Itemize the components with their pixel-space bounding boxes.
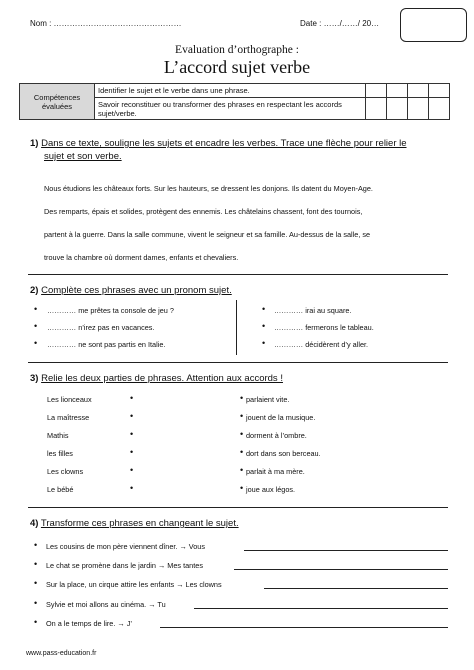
divider xyxy=(28,274,448,275)
transform-sentence: Le chat se promène dans le jardin → Mes tantes xyxy=(46,561,203,570)
sentence-right: ………… décidèrent d’y aller. xyxy=(274,340,369,349)
match-subject: La maîtresse xyxy=(47,413,90,422)
footer-website[interactable]: www.pass-education.fr xyxy=(26,650,97,657)
eval-box xyxy=(408,98,429,120)
page-title: Evaluation d’orthographe : xyxy=(175,44,299,56)
date-field-label: Date : ……/……/ 20… xyxy=(300,19,380,28)
bullet: • xyxy=(34,559,38,569)
match-dot: • xyxy=(240,411,244,421)
match-dot: • xyxy=(240,465,244,475)
bullet: • xyxy=(34,321,38,331)
section1-number: 1) xyxy=(30,138,39,149)
column-divider xyxy=(236,300,237,355)
match-predicate: dort dans son berceau. xyxy=(246,449,321,458)
match-dot: • xyxy=(130,447,134,457)
eval-box xyxy=(429,98,450,120)
section4-instruction: Transforme ces phrases en changeant le sujet. xyxy=(40,518,239,529)
eval-box xyxy=(429,84,450,98)
bullet: • xyxy=(262,321,266,331)
answer-line[interactable] xyxy=(234,569,448,570)
sentence-right: ………… fermerons le tableau. xyxy=(274,323,374,332)
section1-instruction-cont: sujet et son verbe. xyxy=(44,151,122,162)
match-predicate: joue aux légos. xyxy=(246,485,296,494)
match-dot: • xyxy=(240,393,244,403)
divider xyxy=(28,362,448,363)
section2-heading xyxy=(30,285,232,296)
match-predicate: parlaient vite. xyxy=(246,395,290,404)
eval-box xyxy=(387,84,408,98)
transform-sentence: Sylvie et moi allons au cinéma. → Tu xyxy=(46,600,166,609)
eval-box xyxy=(366,98,387,120)
transform-sentence: Les cousins de mon père viennent dîner. → Vous xyxy=(46,542,206,551)
match-predicate: dorment à l’ombre. xyxy=(246,431,307,440)
eval-box xyxy=(408,84,429,98)
eval-box xyxy=(366,84,387,98)
match-dot: • xyxy=(130,483,134,493)
score-box xyxy=(400,8,467,42)
section2-instruction: Complète ces phrases avec un pronom sujet. xyxy=(41,285,232,296)
match-subject: Les lionceaux xyxy=(47,395,92,404)
match-dot: • xyxy=(130,429,134,439)
page-subtitle: L’accord sujet verbe xyxy=(163,57,311,77)
competence-item: Identifier le sujet et le verbe dans une phrase. xyxy=(95,84,366,98)
section3-number: 3) xyxy=(30,373,39,384)
answer-line[interactable] xyxy=(160,627,448,628)
section3-heading xyxy=(30,373,283,384)
nom-field-label: Nom : ………………………………………… xyxy=(30,19,182,28)
match-subject: Le bébé xyxy=(47,485,74,494)
match-subject: Mathis xyxy=(47,431,69,440)
bullet: • xyxy=(262,338,266,348)
bullet: • xyxy=(34,304,38,314)
competences-table xyxy=(19,83,450,120)
match-dot: • xyxy=(240,429,244,439)
sentence-right: ………… irai au square. xyxy=(274,306,352,315)
bullet: • xyxy=(34,598,38,608)
text-line: Des remparts, épais et solides, protègent des ennemis. Les châtelains chassent, font des tournois, xyxy=(44,207,363,216)
competences-label: Compétences évaluées xyxy=(20,84,95,120)
section2-number: 2) xyxy=(30,285,39,296)
answer-line[interactable] xyxy=(244,550,448,551)
transform-sentence: On a le temps de lire. → J’ xyxy=(46,619,132,628)
sentence-left: ………… me prêtes ta console de jeu ? xyxy=(47,306,174,315)
text-line: Nous étudions les châteaux forts. Sur les hauteurs, se dressent les donjons. Ils datent du Moyen-Age. xyxy=(44,184,373,193)
competence-item: Savoir reconstituer ou transformer des phrases en respectant les accords sujet/verbe. xyxy=(95,98,366,120)
text-line: partent à la guerre. Dans la salle commune, vivent le seigneur et sa famille. Au-dessus de la salle, se xyxy=(44,230,371,239)
match-predicate: jouent de la musique. xyxy=(246,413,316,422)
match-dot: • xyxy=(240,447,244,457)
eval-box xyxy=(387,98,408,120)
match-dot: • xyxy=(130,465,134,475)
divider xyxy=(28,507,448,508)
match-predicate: parlait à ma mère. xyxy=(246,467,305,476)
sentence-left: ………… n’irez pas en vacances. xyxy=(47,323,155,332)
answer-line[interactable] xyxy=(194,608,448,609)
bullet: • xyxy=(34,578,38,588)
bullet: • xyxy=(34,540,38,550)
section4-number: 4) xyxy=(30,518,39,529)
transform-sentence: Sur la place, un cirque attire les enfants → Les clowns xyxy=(46,580,222,589)
section1-heading xyxy=(30,138,407,149)
answer-line[interactable] xyxy=(264,588,448,589)
match-dot: • xyxy=(130,411,134,421)
section4-heading xyxy=(30,518,239,529)
section1-instruction: Dans ce texte, souligne les sujets et encadre les verbes. Trace une flèche pour relier le xyxy=(41,138,407,149)
match-subject: Les clowns xyxy=(47,467,84,476)
sentence-left: ………… ne sont pas partis en Italie. xyxy=(47,340,166,349)
bullet: • xyxy=(34,617,38,627)
bullet: • xyxy=(34,338,38,348)
match-subject: les filles xyxy=(47,449,73,458)
match-dot: • xyxy=(240,483,244,493)
match-dot: • xyxy=(130,393,134,403)
section3-instruction: Relie les deux parties de phrases. Attention aux accords ! xyxy=(41,373,283,384)
bullet: • xyxy=(262,304,266,314)
text-line: trouve la chambre où dorment dames, enfants et chevaliers. xyxy=(44,253,239,262)
